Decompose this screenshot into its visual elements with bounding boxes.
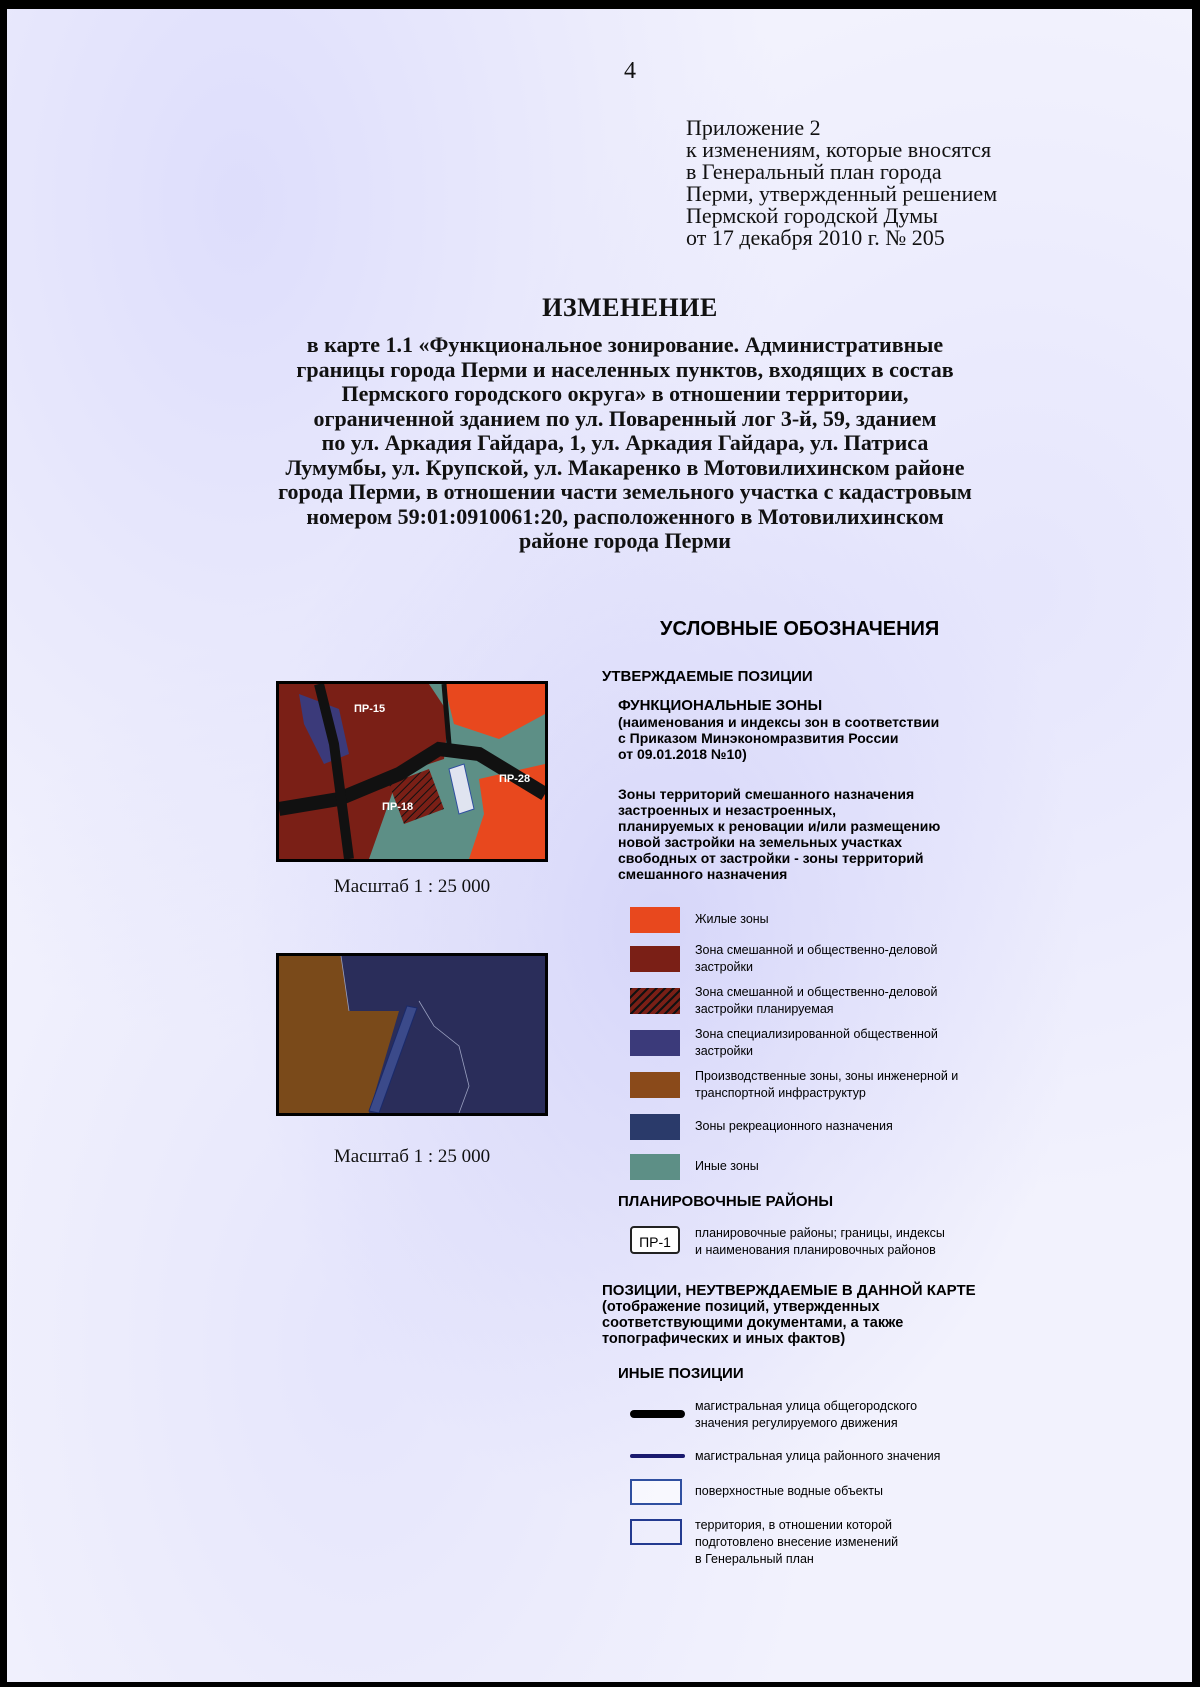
- page-number: 4: [624, 58, 636, 84]
- legend-item-label: [695, 1158, 759, 1175]
- heading-line: с Приказом Минэкономразвития России: [618, 730, 899, 746]
- map-scale-1: Масштаб 1 : 25 000: [333, 876, 491, 897]
- water-symbol: [630, 1479, 682, 1505]
- label-line: планировочные районы; границы, индексы: [695, 1226, 945, 1240]
- swatch-industrial: [630, 1072, 680, 1098]
- subtitle-line: границы города Перми и населенных пунктов, входящих в состав: [296, 356, 954, 382]
- label-line: Зоны рекреационного назначения: [695, 1119, 893, 1133]
- swatch-recreation: [630, 1114, 680, 1140]
- heading-line: соответствующими документами, а также: [602, 1315, 904, 1331]
- appendix-note: [686, 117, 997, 249]
- label-line: и наименования планировочных районов: [695, 1243, 936, 1257]
- legend-item-other: [630, 1148, 1170, 1188]
- legend-item-district-road: [630, 1438, 1170, 1478]
- subtitle-line: по ул. Аркадия Гайдара, 1, ул. Аркадия Гайдара, ул. Патриса: [321, 430, 929, 455]
- legend-functional-zones-heading: [618, 698, 939, 762]
- heading-line: ПОЗИЦИИ, НЕУТВЕРЖДАЕМЫЕ В ДАННОЙ КАРТЕ: [602, 1282, 976, 1299]
- swatch-mixed: [630, 946, 680, 972]
- district-road-line-symbol: [630, 1454, 685, 1458]
- city-road-line-symbol: [630, 1410, 685, 1418]
- zoning-map-after-drawing: [279, 956, 545, 1113]
- scan-border-right: [1192, 0, 1200, 1687]
- legend-item-residential: [630, 901, 1170, 941]
- label-line: застройки: [695, 960, 753, 974]
- legend-item-planning-district: [630, 1223, 1170, 1263]
- subtitle-line: Лумумбы, ул. Крупской, ул. Макаренко в Мотовилихинском районе: [285, 454, 965, 480]
- label-line: Иные зоны: [695, 1159, 759, 1173]
- label-line: магистральная улица районного значения: [695, 1449, 941, 1463]
- scan-border-bottom: [0, 1682, 1200, 1687]
- label-line: застройки: [695, 1044, 753, 1058]
- map-scale-2: Масштаб 1 : 25 000: [333, 1146, 491, 1167]
- change-area-symbol: [630, 1519, 682, 1545]
- heading-line: свободных от застройки - зоны территорий: [618, 850, 924, 866]
- legend-other-header: ИНЫЕ ПОЗИЦИИ: [618, 1365, 744, 1382]
- legend-item-city-road: [630, 1396, 1170, 1436]
- legend-item-label: [695, 911, 769, 928]
- label-line: подготовлено внесение изменений: [695, 1535, 899, 1549]
- swatch-residential: [630, 907, 680, 933]
- legend-mixed-zones-heading: [618, 786, 940, 882]
- planning-district-box: ПР-1: [630, 1226, 680, 1254]
- legend-item-label: [695, 1398, 917, 1432]
- label-line: застройки планируемая: [695, 1002, 834, 1016]
- heading-line: (наименования и индексы зон в соответствии: [618, 714, 940, 730]
- appendix-line: к изменениям, которые вносятся: [686, 137, 992, 162]
- label-line: значения регулируемого движения: [695, 1416, 898, 1430]
- heading-line: от 09.01.2018 №10): [618, 746, 747, 762]
- subtitle-line: ограниченной зданием по ул. Поваренный лог 3-й, 59, зданием: [313, 405, 937, 431]
- zoning-map-after: [276, 953, 548, 1116]
- map-label-pr15: ПР-15: [354, 703, 386, 715]
- label-line: Производственные зоны, зоны инженерной и: [695, 1069, 959, 1083]
- appendix-line: Приложение 2: [686, 115, 821, 140]
- map-label-pr18: ПР-18: [382, 801, 414, 813]
- legend-item-label: [695, 1483, 883, 1500]
- map-label-pr28: ПР-28: [499, 773, 531, 785]
- heading-line: новой застройки на земельных участках: [618, 834, 903, 850]
- swatch-other: [630, 1154, 680, 1180]
- swatch-mixed-planned: [630, 988, 680, 1014]
- document-title: ИЗМЕНЕНИЕ: [542, 293, 718, 322]
- legend-item-label: [695, 984, 937, 1018]
- heading-line: Зоны территорий смешанного назначения: [618, 786, 915, 802]
- legend-item-label: [695, 942, 937, 976]
- scan-border-left: [0, 0, 7, 1687]
- zoning-map-before: [276, 681, 548, 862]
- swatch-special: [630, 1030, 680, 1056]
- subtitle-line: в карте 1.1 «Функциональное зонирование. Административные: [306, 332, 944, 357]
- zoning-map-before-drawing: [279, 684, 545, 859]
- legend-item-industrial: [630, 1066, 1170, 1106]
- subtitle-line: номером 59:01:0910061:20, расположенного в Мотовилихинском: [306, 503, 944, 529]
- legend-planning-header: ПЛАНИРОВОЧНЫЕ РАЙОНЫ: [618, 1193, 834, 1210]
- legend-item-label: [695, 1517, 898, 1568]
- subtitle-line: районе города Перми: [519, 528, 731, 553]
- legend-approved-header: УТВЕРЖДАЕМЫЕ ПОЗИЦИИ: [602, 668, 813, 685]
- heading-line: планируемых к реновации и/или размещению: [618, 818, 941, 834]
- legend-not-approved-heading: [602, 1283, 976, 1347]
- legend-item-mixed-planned: [630, 982, 1170, 1022]
- label-line: транспортной инфраструктур: [695, 1086, 866, 1100]
- legend-item-water: [630, 1475, 1170, 1515]
- legend-item-label: [695, 1118, 893, 1135]
- appendix-line: Пермской городской Думы: [686, 203, 938, 228]
- appendix-line: от 17 декабря 2010 г. № 205: [686, 225, 945, 250]
- label-line: Жилые зоны: [695, 912, 769, 926]
- legend-item-mixed: [630, 940, 1170, 980]
- heading-line: (отображение позиций, утвержденных: [602, 1299, 880, 1315]
- label-line: Зона специализированной общественной: [695, 1027, 938, 1041]
- legend-item-change-area: [630, 1515, 1170, 1571]
- label-line: Зона смешанной и общественно-деловой: [695, 943, 938, 957]
- legend-item-label: [695, 1068, 958, 1102]
- legend-item-label: [695, 1026, 938, 1060]
- legend-item-special: [630, 1024, 1170, 1064]
- legend-item-label: [695, 1448, 940, 1465]
- label-line: магистральная улица общегородского: [695, 1399, 918, 1413]
- heading-line: ФУНКЦИОНАЛЬНЫЕ ЗОНЫ: [618, 697, 823, 714]
- legend-item-label: [695, 1225, 945, 1259]
- label-line: в Генеральный план: [695, 1552, 814, 1566]
- scan-border-top: [0, 0, 1200, 9]
- subtitle-line: города Перми, в отношении части земельного участка с кадастровым: [278, 479, 972, 504]
- heading-line: топографических и иных фактов): [602, 1331, 846, 1347]
- heading-line: смешанного назначения: [618, 866, 788, 882]
- label-line: территория, в отношении которой: [695, 1518, 893, 1532]
- subtitle-line: Пермского городского округа» в отношении территории,: [341, 381, 909, 406]
- legend-title: УСЛОВНЫЕ ОБОЗНАЧЕНИЯ: [660, 618, 940, 640]
- appendix-line: Перми, утвержденный решением: [686, 181, 998, 206]
- label-line: Зона смешанной и общественно-деловой: [695, 985, 938, 999]
- appendix-line: в Генеральный план города: [686, 159, 942, 184]
- legend-item-recreation: [630, 1108, 1170, 1148]
- document-subtitle: [145, 333, 1105, 554]
- heading-line: застроенных и незастроенных,: [618, 802, 837, 818]
- label-line: поверхностные водные объекты: [695, 1484, 883, 1498]
